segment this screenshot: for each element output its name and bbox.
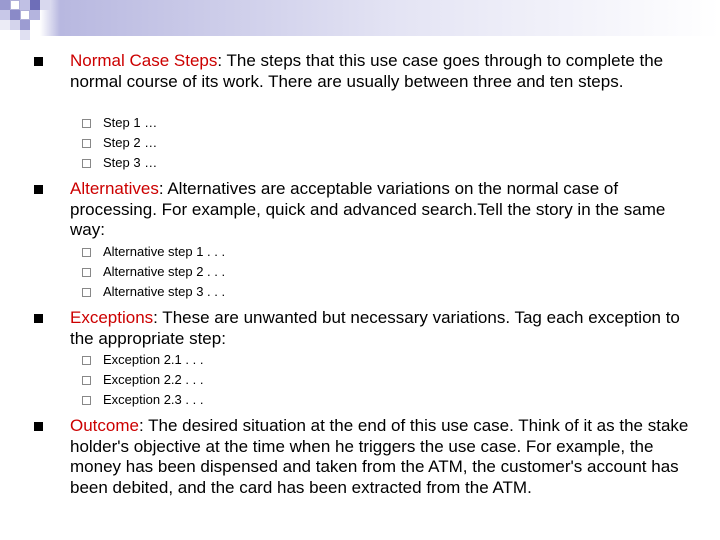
sub-item: Step 3 …	[103, 155, 158, 170]
sub-item: Exception 2.3 . . .	[103, 392, 204, 407]
sub-item: Alternative step 2 . . .	[103, 264, 226, 279]
checkbox-icon	[82, 268, 91, 277]
list-item-outcome	[70, 416, 690, 498]
term-label: Outcome	[70, 416, 139, 435]
list-item-exceptions	[70, 308, 690, 349]
bullet-icon	[34, 314, 43, 323]
item-text: : The steps that this use case goes through to complete the normal course of its work. There are usually between three and ten steps.	[70, 51, 664, 91]
checkbox-icon	[82, 139, 91, 148]
bullet-icon	[34, 57, 43, 66]
bullet-icon	[34, 422, 43, 431]
sub-item: Exception 2.1 . . .	[103, 352, 204, 367]
checkbox-icon	[82, 376, 91, 385]
sub-item: Step 2 …	[103, 135, 158, 150]
list-item-alternatives	[70, 179, 690, 241]
sub-item: Alternative step 3 . . .	[103, 284, 226, 299]
bullet-icon	[34, 185, 43, 194]
sub-item: Step 1 …	[103, 115, 158, 130]
item-text: : Alternatives are acceptable variations on the normal case of processing. For example, quick and advanced search.Tell the story in the same way:	[70, 179, 666, 239]
checkbox-icon	[82, 288, 91, 297]
item-text: : The desired situation at the end of this use case. Think of it as the stake holder's objective at the time when he triggers the use case. For example, the money has been dispensed and taken from the ATM, the customer's account has been debited, and the card has been extracted from the ATM.	[70, 416, 689, 497]
checkbox-icon	[82, 159, 91, 168]
list-item-normal-case-steps	[70, 51, 690, 92]
checkbox-icon	[82, 356, 91, 365]
checkbox-icon	[82, 248, 91, 257]
item-text: : These are unwanted but necessary variations. Tag each exception to the appropriate step:	[70, 308, 680, 348]
term-label: Normal Case Steps	[70, 51, 218, 70]
sub-item: Alternative step 1 . . .	[103, 244, 226, 259]
sub-item: Exception 2.2 . . .	[103, 372, 204, 387]
term-label: Alternatives	[70, 179, 159, 198]
term-label: Exceptions	[70, 308, 154, 327]
checkbox-icon	[82, 119, 91, 128]
checkbox-icon	[82, 396, 91, 405]
